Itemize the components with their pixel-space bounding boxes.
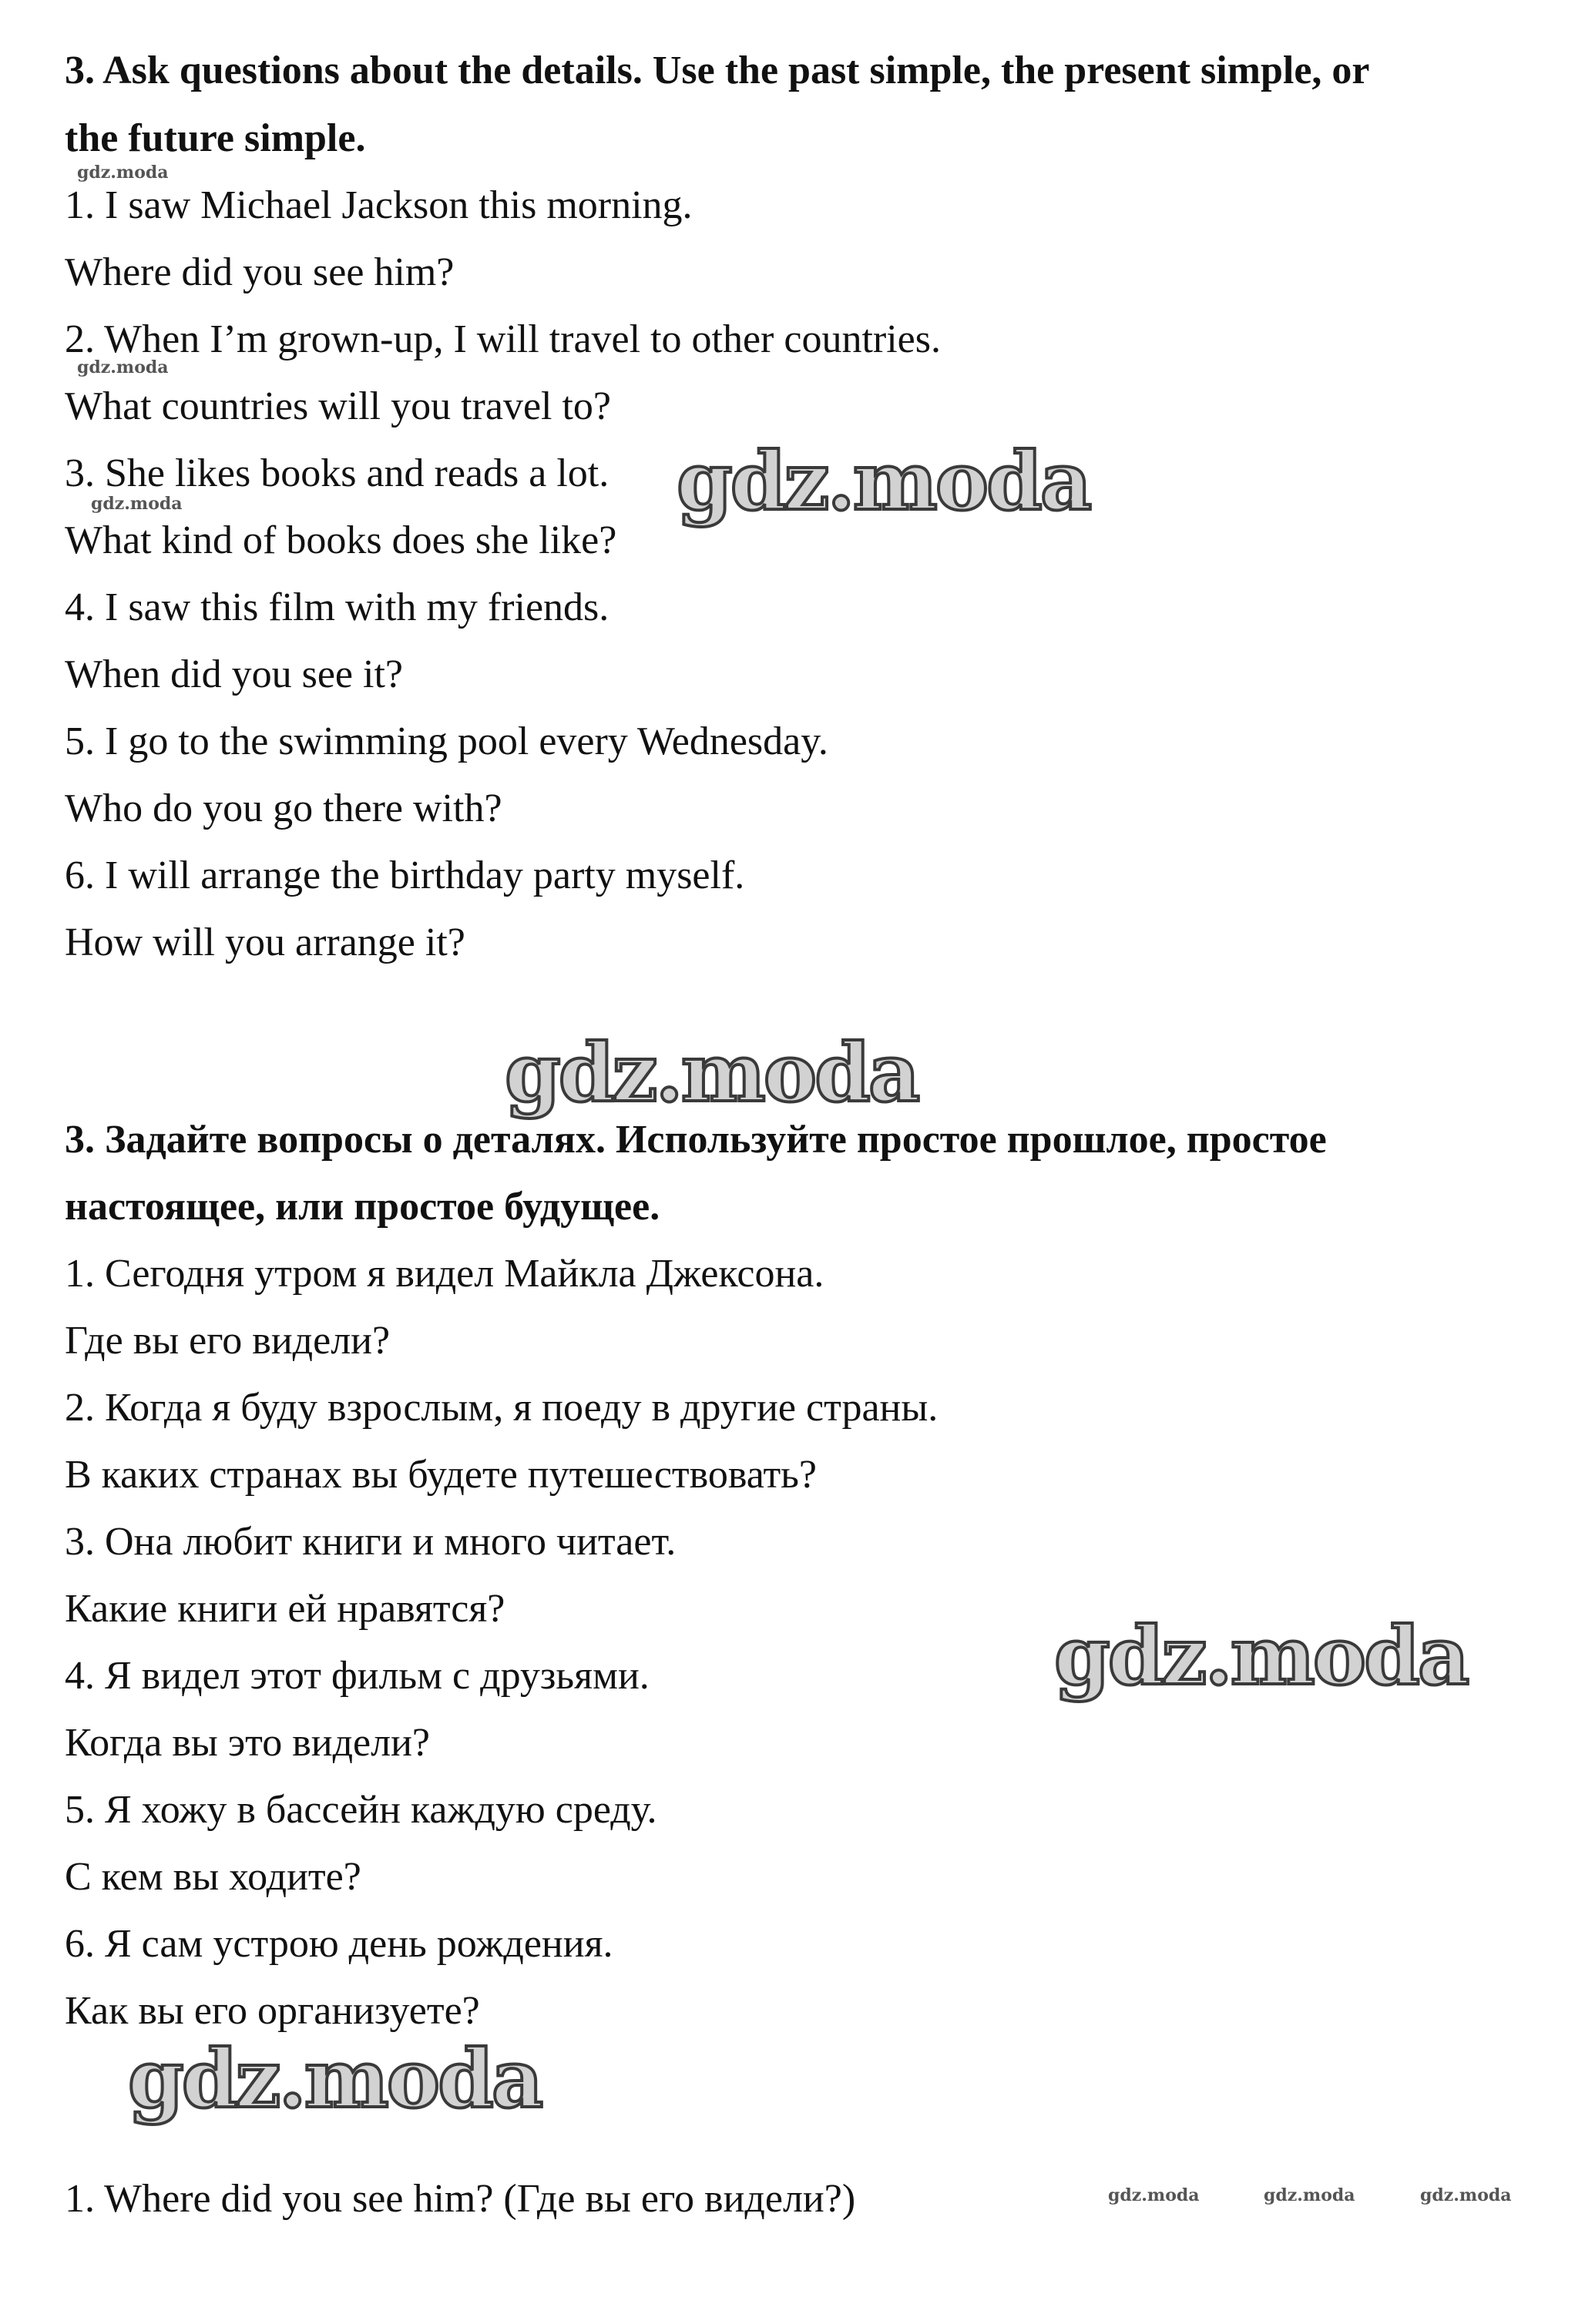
english-statement-3: 3. She likes books and reads a lot. <box>65 451 609 495</box>
english-statement-2: 2. When I’m grown-up, I will travel to other countries. <box>65 317 941 361</box>
watermark-small: gdz.moda <box>1108 2185 1200 2205</box>
english-heading-line-1: 3. Ask questions about the details. Use the past simple, the present simple, or <box>65 49 1370 92</box>
watermark-small: gdz.moda <box>91 494 183 514</box>
watermark-large: gdz.moda <box>1054 1608 1468 1703</box>
watermark-large: gdz.moda <box>505 1025 918 1120</box>
english-statement-5: 5. I go to the swimming pool every Wednesday. <box>65 719 828 763</box>
english-question-6: How will you arrange it? <box>65 921 465 964</box>
russian-statement-5: 5. Я хожу в бассейн каждую среду. <box>65 1788 657 1832</box>
russian-heading-line-1: 3. Задайте вопросы о деталях. Используйте простое прошлое, простое <box>65 1118 1327 1162</box>
watermark-large: gdz.moda <box>128 2031 542 2126</box>
russian-statement-2: 2. Когда я буду взрослым, я поеду в другие страны. <box>65 1386 939 1430</box>
watermark-small: gdz.moda <box>77 357 169 377</box>
russian-question-1: Где вы его видели? <box>65 1319 391 1363</box>
russian-statement-3: 3. Она любит книги и много читает. <box>65 1520 677 1564</box>
watermark-small: gdz.moda <box>1420 2185 1512 2205</box>
russian-question-6: Как вы его организуете? <box>65 1989 480 2033</box>
watermark-small: gdz.moda <box>1264 2185 1355 2205</box>
russian-question-3: Какие книги ей нравятся? <box>65 1587 505 1631</box>
english-statement-1: 1. I saw Michael Jackson this morning. <box>65 183 693 227</box>
russian-question-5: С кем вы ходите? <box>65 1855 361 1899</box>
russian-heading-line-2: настоящее, или простое будущее. <box>65 1185 660 1229</box>
russian-statement-6: 6. Я сам устрою день рождения. <box>65 1922 613 1966</box>
watermark-small: gdz.moda <box>77 163 169 183</box>
english-question-5: Who do you go there with? <box>65 786 502 830</box>
english-heading-line-2: the future simple. <box>65 116 366 160</box>
russian-statement-1: 1. Сегодня утром я видел Майкла Джексона. <box>65 1252 824 1296</box>
russian-statement-4: 4. Я видел этот фильм с друзьями. <box>65 1654 650 1698</box>
answer-line-1: 1. Where did you see him? (Где вы его видели?) <box>65 2177 856 2221</box>
english-question-2: What countries will you travel to? <box>65 384 612 428</box>
russian-question-2: В каких странах вы будете путешествовать? <box>65 1453 817 1497</box>
english-statement-4: 4. I saw this film with my friends. <box>65 585 609 629</box>
english-statement-6: 6. I will arrange the birthday party myself. <box>65 853 745 897</box>
watermark-large: gdz.moda <box>677 434 1090 528</box>
english-question-4: When did you see it? <box>65 652 403 696</box>
english-question-3: What kind of books does she like? <box>65 518 617 562</box>
english-question-1: Where did you see him? <box>65 250 455 294</box>
russian-question-4: Когда вы это видели? <box>65 1721 430 1765</box>
